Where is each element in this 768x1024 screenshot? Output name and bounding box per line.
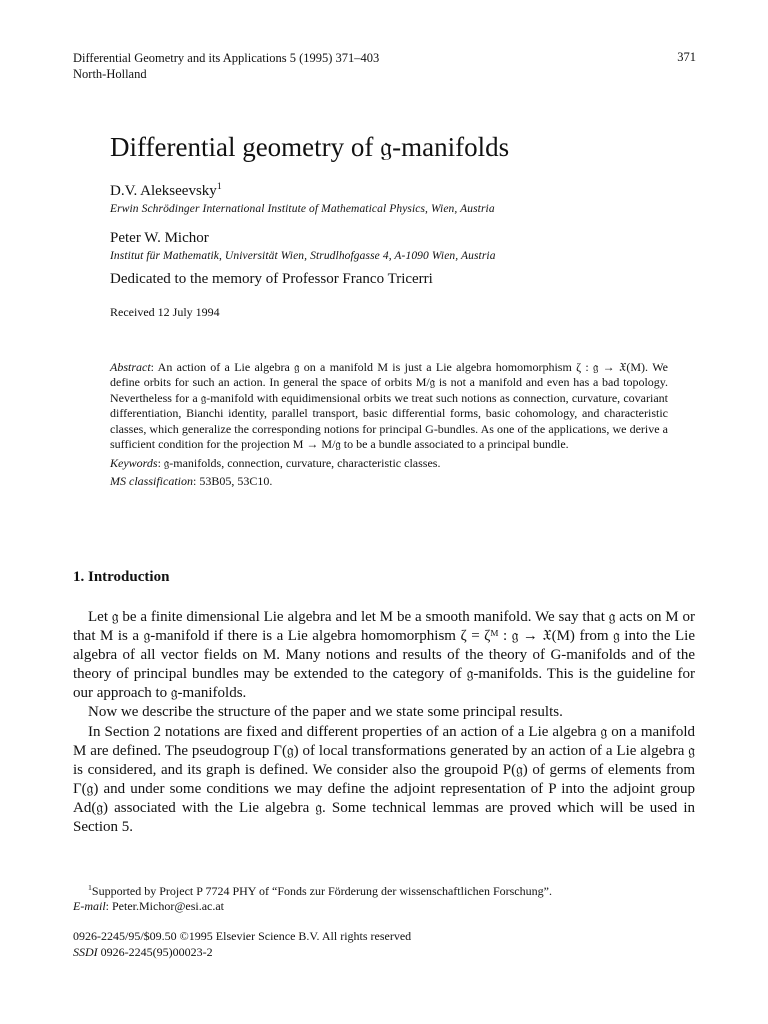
keywords bbox=[110, 456, 668, 471]
abstract-block bbox=[110, 360, 668, 489]
copyright-block bbox=[73, 929, 411, 960]
email-label: E-mail bbox=[73, 899, 106, 913]
ssdi-line bbox=[73, 945, 411, 961]
paragraph: Let 𝔤 be a finite dimensional Lie algebra and let M be a smooth manifold. We say that 𝔤 acts on M or that M is a 𝔤-manifold if there is a Lie algebra homomorphism ζ = ζᴹ : 𝔤 → 𝔛(M) from 𝔤 into the Lie algebra of all vector fields on M. Many notions and results of the theory of G-manifolds and of the theory of principal bundles may be extended to the category of 𝔤-manifolds. This is the guideline for our approach to 𝔤-manifolds. bbox=[73, 609, 695, 702]
introduction-body bbox=[73, 608, 695, 837]
section-heading: 1. Introduction bbox=[73, 569, 170, 585]
footnote-body: Supported by Project P 7724 PHY of “Fonds zur Förderung der wissenschaftlichen Forschung”. bbox=[91, 884, 552, 898]
footnote bbox=[73, 880, 695, 914]
journal-line: Differential Geometry and its Applications 5 (1995) 371–403 bbox=[73, 51, 380, 65]
publisher: North-Holland bbox=[73, 67, 147, 81]
ssdi-number: 0926-2245(95)00023-2 bbox=[97, 944, 213, 959]
received-date: Received 12 July 1994 bbox=[110, 305, 220, 319]
email-address: : Peter.Michor@esi.ac.at bbox=[105, 899, 225, 913]
paragraph: Now we describe the structure of the paper and we state some principal results. bbox=[88, 704, 563, 721]
footnote-mark: 1 bbox=[88, 883, 92, 892]
paper-title: Differential geometry of 𝔤-manifolds bbox=[110, 132, 510, 162]
page-number: 371 bbox=[677, 50, 696, 64]
author-affiliation: Erwin Schrödinger International Institute of Mathematical Physics, Wien, Austria bbox=[110, 203, 495, 215]
keywords-label: Keywords bbox=[110, 456, 158, 471]
author-block-1 bbox=[110, 177, 495, 217]
abstract-label: Abstract bbox=[110, 360, 151, 374]
journal-header bbox=[73, 50, 379, 82]
copyright-line: 0926-2245/95/$09.50 ©1995 Elsevier Science B.V. All rights reserved bbox=[73, 929, 412, 943]
author-block-2 bbox=[110, 228, 496, 264]
abstract bbox=[110, 360, 668, 452]
paragraph: In Section 2 notations are fixed and different properties of an action of a Lie algebra 𝔤 on a manifold M are defined. The pseudogroup Γ(𝔤) of local transformations generated by an action of a Lie algebra 𝔤 is considered, and its graph is defined. We consider also the groupoid P(𝔤) of germs of elements from Γ(𝔤) and under some conditions we may define the adjoint representation of P into the adjoint group Ad(𝔤) associated with the Lie algebra 𝔤. Some technical lemmas are proved which will be used in Section 5. bbox=[73, 723, 695, 836]
author-footnote-mark: 1 bbox=[216, 181, 222, 192]
author-name: Peter W. Michor bbox=[110, 230, 209, 246]
keywords-text: : 𝔤-manifolds, connection, curvature, characteristic classes. bbox=[157, 456, 441, 471]
author-affiliation: Institut für Mathematik, Universität Wien, Strudlhofgasse 4, A-1090 Wien, Austria bbox=[110, 250, 496, 262]
ms-classification-label: MS classification bbox=[110, 473, 193, 488]
dedication: Dedicated to the memory of Professor Franco Tricerri bbox=[110, 271, 433, 287]
ms-classification-text: : 53B05, 53C10. bbox=[193, 473, 273, 488]
author-name-text: D.V. Alekseevsky bbox=[110, 183, 217, 199]
abstract-text: : An action of a Lie algebra 𝔤 on a manifold M is just a Lie algebra homomorphism ζ : 𝔤 → 𝔛(M). We define orbits for such an action. In general the space of orbits M/𝔤 is not a manifold and even has a bad topology. Nevertheless for a 𝔤-manifold with equidimensional orbits we treat such notions as connection, curvature, covariant differentiation, Bianchi identity, parallel transport, basic differential forms, basic cohomology, and characteristic classes, which generalize the corresponding notions for principal G-bundles. As one of the applications, we derive a sufficient condition for the projection M → M/𝔤 to be a bundle associated to a principal bundle. bbox=[110, 360, 668, 452]
ssdi-label: SSDI bbox=[73, 944, 98, 959]
footnote-text bbox=[73, 880, 695, 899]
ms-classification bbox=[110, 474, 668, 489]
author-name bbox=[110, 177, 495, 201]
footnote-email bbox=[73, 899, 695, 914]
